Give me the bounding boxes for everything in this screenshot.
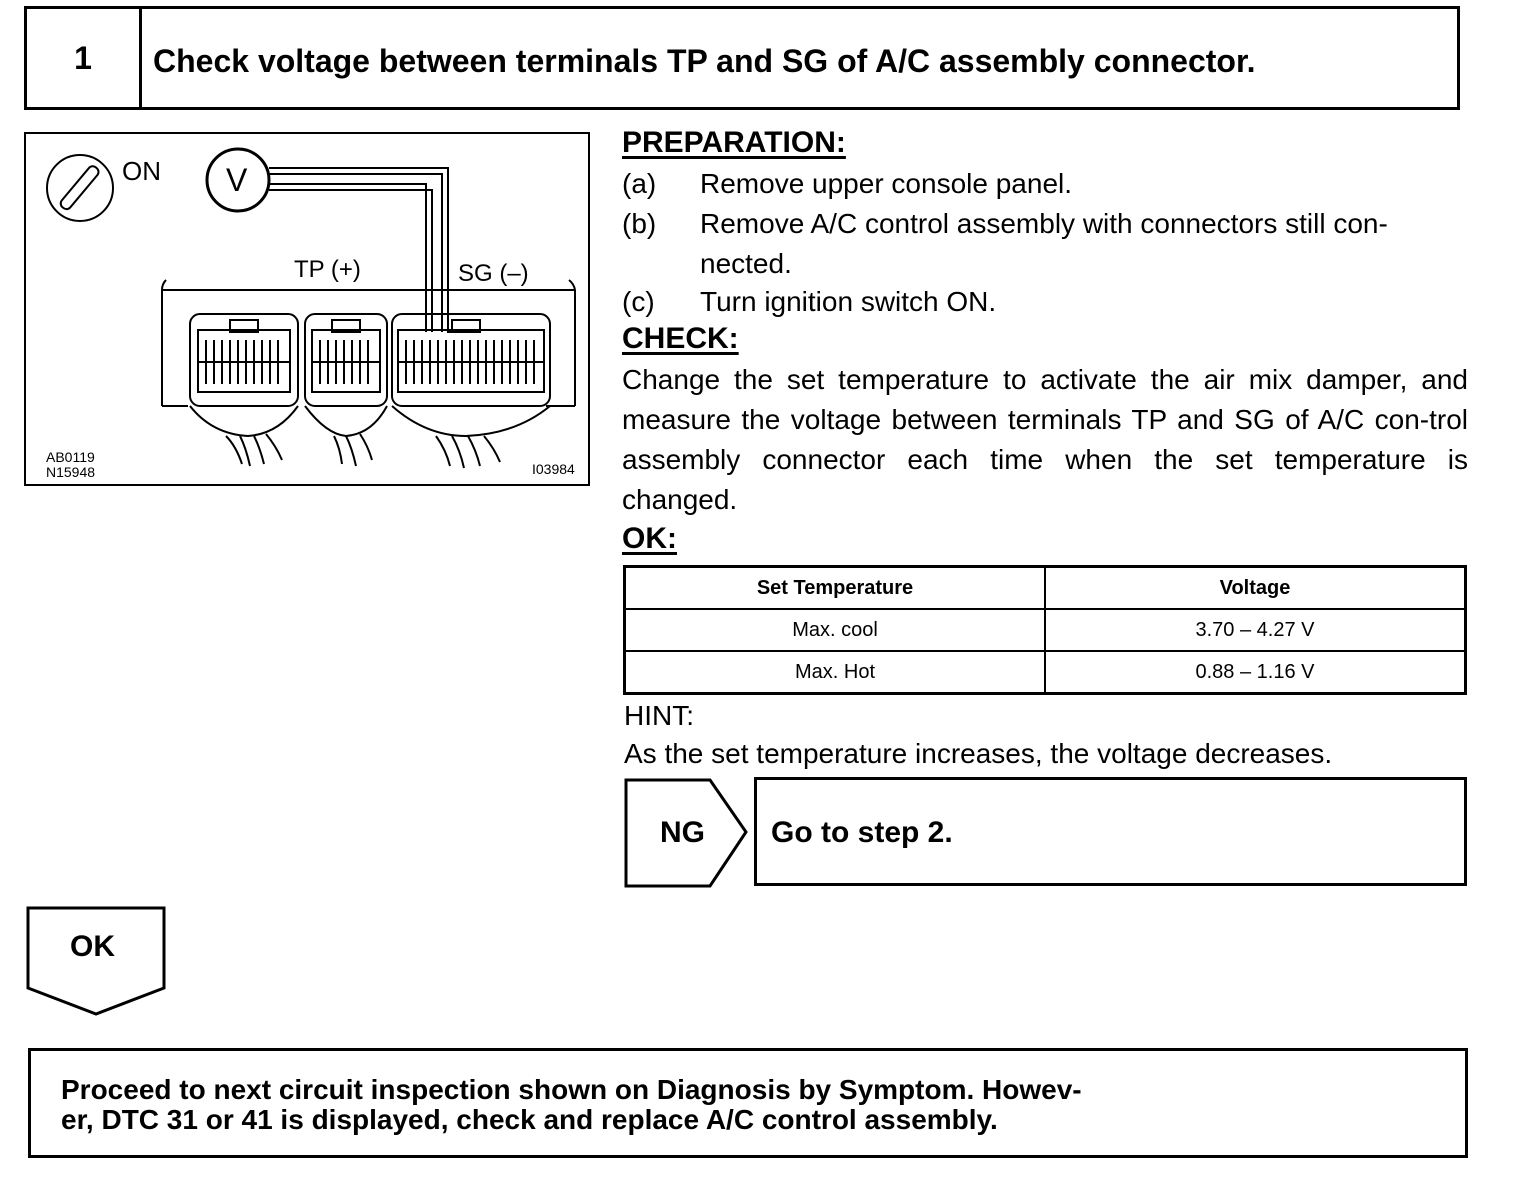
connector-diagram [26,134,592,488]
prep-item-text: Remove A/C control assembly with connectors still con- nected. [700,208,1388,279]
hint-text: As the set temperature increases, the voltage decreases. [624,738,1333,769]
prep-item-letter: (b) [622,208,657,239]
voltmeter-symbol: V [226,162,248,198]
step-header [24,6,1460,110]
connector-right [392,314,550,406]
prep-item-text: Turn ignition switch ON. [700,286,997,317]
preparation-heading: PREPARATION: [622,126,846,159]
table-cell: Max. Hot [625,651,1046,694]
table-cell: 3.70 – 4.27 V [1045,609,1466,651]
column-header: Voltage [1045,567,1466,610]
ok-heading: OK: [622,522,677,555]
meter-leads [269,168,452,332]
check-instructions: Change the set temperature to activate the air mix damper, and measure the voltage between terminals TP and SG of A/C con-trol assembly connector each time when the set temperature is changed. [622,364,1468,515]
connector-left [190,314,298,406]
sg-terminal-label: SG (–) [458,260,529,287]
ng-label: NG [660,816,705,849]
prep-item-text: Remove upper console panel. [700,168,1073,199]
ng-result-box [754,777,1467,886]
column-header: Set Temperature [625,567,1046,610]
ignition-on-label: ON [122,156,161,186]
table-row [625,651,1466,694]
check-heading: CHECK: [622,322,739,355]
prep-item-letter: (c) [622,286,655,317]
connector-middle [305,314,387,406]
figure-id: I03984 [532,461,575,477]
ng-result-text: Go to step 2. [771,816,953,849]
figure-code-bottom: N15948 [46,464,96,480]
ok-flow-label: OK [70,930,115,963]
hint-label: HINT: [624,700,694,731]
next-step-text: Proceed to next circuit inspection shown on Diagnosis by Symptom. Howev- er, DTC 31 or 41 is displayed, check and replace A/C control assembly. [61,1074,1082,1135]
tp-terminal-label: TP (+) [294,256,361,283]
prep-item-letter: (a) [622,168,657,199]
table-cell: 0.88 – 1.16 V [1045,651,1466,694]
next-step-box [28,1048,1468,1158]
connector-figure [24,132,590,486]
ignition-switch-icon [47,155,113,221]
wire-harness [190,406,550,468]
table-header-row [625,567,1466,610]
voltage-spec-table [623,565,1467,695]
step-title: Check voltage between terminals TP and SG of A/C assembly connector. [153,43,1256,79]
table-row [625,609,1466,651]
figure-code-top: AB0119 [46,449,95,465]
table-cell: Max. cool [625,609,1046,651]
step-number: 1 [27,9,142,107]
